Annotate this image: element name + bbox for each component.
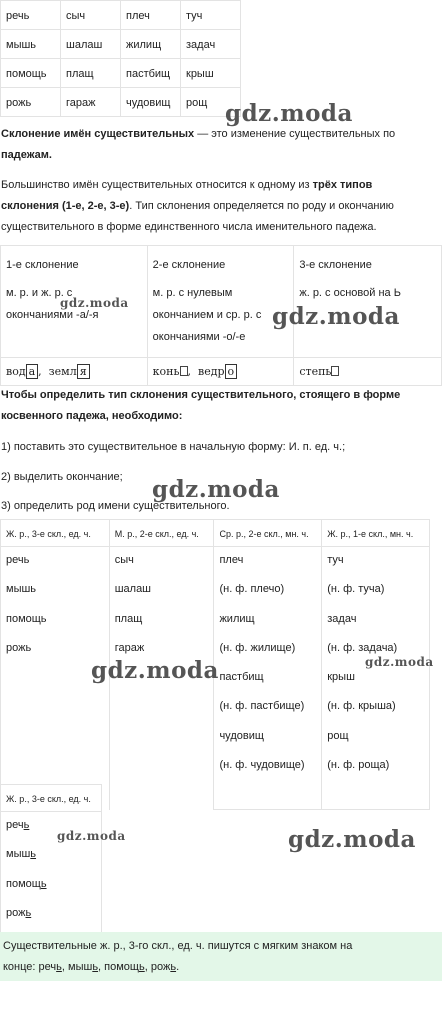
word: жилищ bbox=[219, 612, 255, 625]
initial-form: (н. ф. чудовище) bbox=[219, 759, 305, 772]
definition-text-end: падежам. bbox=[1, 149, 52, 161]
soft-sign: ь bbox=[40, 877, 47, 890]
word-stem: помощ bbox=[6, 877, 41, 890]
step-2: 2) выделить окончание; bbox=[1, 471, 123, 483]
conclusion-prefix: конце: bbox=[3, 961, 39, 973]
word-stem: мыш bbox=[68, 961, 93, 973]
table-row bbox=[1, 30, 241, 59]
watermark: gdz.moda bbox=[225, 100, 353, 127]
declension-paragraph bbox=[1, 175, 439, 238]
initial-form: (н. ф. роща) bbox=[327, 759, 390, 772]
column-header: Ж. р., 3-е скл., ед. ч. bbox=[1, 520, 110, 547]
conclusion-line bbox=[3, 957, 440, 978]
watermark: gdz.moda bbox=[152, 476, 280, 503]
column-header: Ср. р., 2-е скл., мн. ч. bbox=[214, 520, 322, 547]
word: рожь bbox=[6, 641, 32, 654]
watermark: gdz.moda bbox=[288, 826, 416, 853]
table-header-row bbox=[1, 520, 430, 547]
soft-sign: ь bbox=[56, 961, 62, 973]
description-line: м. р. с нулевым bbox=[152, 287, 233, 299]
paragraph-text: Большинство имён существительных относится к одному из bbox=[1, 179, 313, 191]
word: пастбищ bbox=[219, 671, 264, 684]
table-header-row bbox=[1, 785, 102, 812]
example-stem: земл bbox=[48, 365, 77, 378]
description-line: ж. р. с основой на Ь bbox=[299, 287, 401, 299]
table-cell: рощ bbox=[181, 88, 241, 117]
word: шалаш bbox=[114, 583, 152, 596]
table-cell: сыч bbox=[61, 1, 121, 30]
initial-form: (н. ф. жилище) bbox=[219, 641, 296, 654]
separator: , bbox=[98, 961, 105, 973]
description-line: окончаниями -о/-е bbox=[152, 331, 246, 343]
table-row bbox=[1, 358, 442, 386]
column-header: 3-е склонение bbox=[299, 259, 372, 271]
word bbox=[6, 878, 101, 907]
how-to-title bbox=[1, 385, 439, 427]
paragraph-text: . Тип склонения определяется по роду и окончанию bbox=[129, 200, 394, 212]
table-row bbox=[1, 88, 241, 117]
word: сыч bbox=[114, 554, 134, 566]
step-1: 1) поставить это существительное в начальную форму: И. п. ед. ч.; bbox=[1, 441, 346, 453]
table-cell: помощь bbox=[1, 59, 61, 88]
word: помощь bbox=[6, 612, 47, 625]
word bbox=[6, 848, 101, 877]
soft-sign: ь bbox=[170, 961, 177, 973]
column-header: М. р., 2-е скл., ед. ч. bbox=[109, 520, 214, 547]
watermark: gdz.moda bbox=[57, 829, 126, 843]
paragraph-text: существительного в форме единственного числа именительного падежа. bbox=[1, 221, 377, 233]
initial-form: (н. ф. задача) bbox=[327, 641, 398, 654]
watermark: gdz.moda bbox=[91, 657, 219, 684]
soft-sign: ь bbox=[138, 961, 145, 973]
paragraph-bold: трёх типов bbox=[312, 179, 373, 191]
table-cell: плеч bbox=[121, 1, 181, 30]
soft-sign: ь bbox=[30, 848, 37, 861]
ending-box: о bbox=[225, 364, 238, 379]
word: речь bbox=[6, 554, 30, 566]
column-header: Ж. р., 1-е скл., мн. ч. bbox=[322, 520, 430, 547]
table-cell: плащ bbox=[61, 59, 121, 88]
initial-form: (н. ф. пастбище) bbox=[219, 700, 305, 713]
table-cell: туч bbox=[181, 1, 241, 30]
ending-box: а bbox=[26, 364, 39, 379]
empty-ending-box bbox=[180, 366, 188, 376]
example-stem: ведр bbox=[198, 365, 225, 378]
word-stem: реч bbox=[6, 819, 24, 831]
top-word-table bbox=[0, 0, 241, 117]
empty-ending-box bbox=[331, 366, 339, 376]
conclusion-box bbox=[0, 932, 442, 981]
table-cell: речь bbox=[1, 1, 61, 30]
ending-box: я bbox=[77, 364, 90, 379]
word: плащ bbox=[114, 612, 143, 625]
soft-sign: ь bbox=[92, 961, 99, 973]
table-cell: рожь bbox=[1, 88, 61, 117]
description-line: окончаниями -а/-я bbox=[6, 309, 99, 321]
word: туч bbox=[327, 554, 344, 566]
word: чудовищ bbox=[219, 729, 264, 742]
watermark: gdz.moda bbox=[60, 296, 129, 310]
description-line: окончанием и ср. р. с bbox=[152, 309, 262, 321]
example-cell: вод а , земл я bbox=[1, 358, 148, 386]
watermark: gdz.moda bbox=[272, 303, 400, 330]
declension-2-cell bbox=[147, 246, 294, 358]
word: задач bbox=[327, 612, 357, 625]
definition-term: Склонение имён существительных bbox=[1, 128, 195, 140]
how-to-title-line: Чтобы определить тип склонения существительного, стоящего в форме bbox=[1, 389, 401, 401]
how-to-title-line: косвенного падежа, необходимо: bbox=[1, 410, 183, 422]
word-stem: помощ bbox=[104, 961, 139, 973]
example-stem: вод bbox=[6, 365, 26, 378]
initial-form: (н. ф. туча) bbox=[327, 583, 385, 596]
column-header: 1-е склонение bbox=[6, 259, 79, 271]
word-column bbox=[322, 547, 430, 810]
example-stem: конь bbox=[152, 365, 180, 378]
table-cell: крыш bbox=[181, 59, 241, 88]
table-row bbox=[1, 1, 241, 30]
word-stem: мыш bbox=[6, 848, 31, 861]
example-stem: степь bbox=[299, 365, 332, 378]
word: мышь bbox=[6, 583, 37, 596]
initial-form: (н. ф. плечо) bbox=[219, 583, 285, 596]
word: рощ bbox=[327, 729, 349, 742]
description-line: м. р. и ж. р. с bbox=[6, 287, 73, 299]
table-cell: гараж bbox=[61, 88, 121, 117]
example-cell: конь , ведр о bbox=[147, 358, 294, 386]
separator: , bbox=[61, 961, 69, 973]
word-stem: реч bbox=[38, 961, 57, 973]
conclusion-line: Существительные ж. р., 3-го скл., ед. ч. пишутся с мягким знаком на bbox=[3, 940, 353, 952]
word-column bbox=[214, 547, 322, 810]
word: гараж bbox=[114, 641, 145, 654]
table-cell: чудовищ bbox=[121, 88, 181, 117]
word: крыш bbox=[327, 671, 355, 684]
table-cell: жилищ bbox=[121, 30, 181, 59]
table-cell: мышь bbox=[1, 30, 61, 59]
word-stem: рож bbox=[150, 961, 171, 973]
table-cell: задач bbox=[181, 30, 241, 59]
table-cell: шалаш bbox=[61, 30, 121, 59]
watermark: gdz.moda bbox=[365, 655, 434, 669]
table-cell: пастбищ bbox=[121, 59, 181, 88]
definition-paragraph bbox=[1, 124, 439, 166]
example-cell bbox=[294, 358, 442, 386]
step-3: 3) определить род имени существительного. bbox=[1, 500, 230, 512]
soft-sign: ь bbox=[25, 906, 32, 919]
column-header: 2-е склонение bbox=[152, 259, 226, 271]
separator: . bbox=[176, 961, 180, 973]
initial-form: (н. ф. крыша) bbox=[327, 700, 396, 713]
column-header: Ж. р., 3-е скл., ед. ч. bbox=[1, 785, 102, 812]
declension-3-cell bbox=[294, 246, 442, 358]
definition-text: — это изменение существительных по bbox=[194, 128, 396, 140]
paragraph-bold: склонения (1-е, 2-е, 3-е) bbox=[1, 200, 130, 212]
table-row bbox=[1, 59, 241, 88]
soft-sign: ь bbox=[23, 819, 30, 831]
word-stem: рож bbox=[6, 906, 26, 919]
separator: , bbox=[144, 961, 151, 973]
word: плеч bbox=[219, 554, 244, 566]
